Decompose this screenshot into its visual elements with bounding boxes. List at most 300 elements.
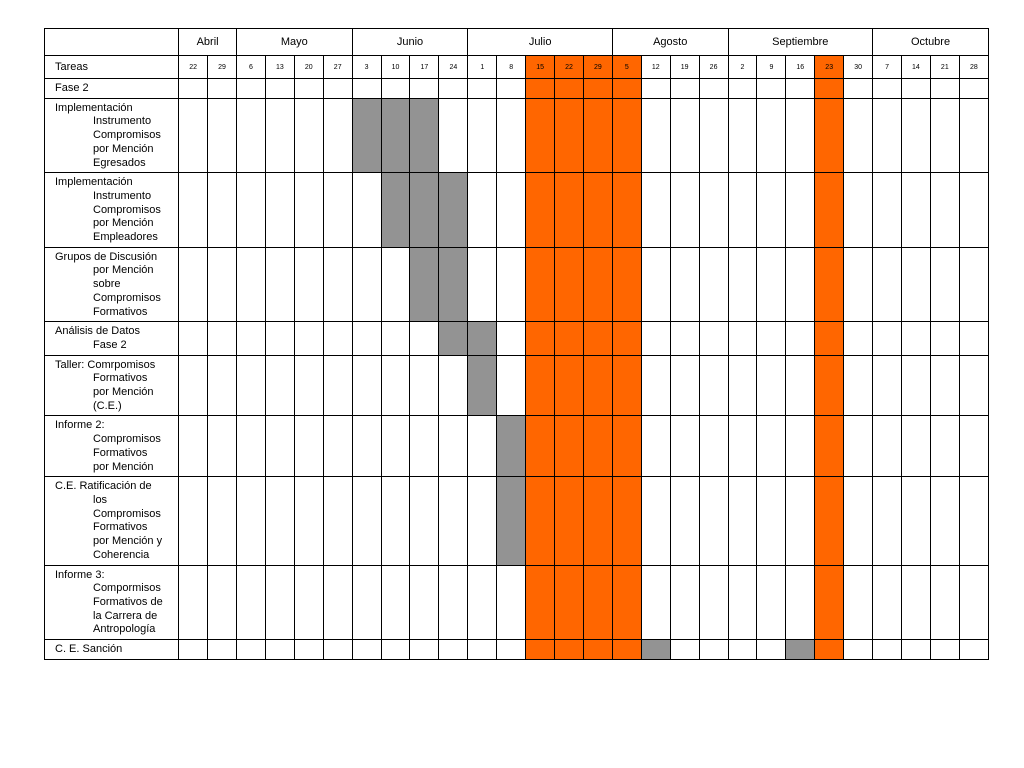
week-cell bbox=[265, 98, 294, 173]
week-cell bbox=[323, 416, 352, 477]
week-cell bbox=[641, 98, 670, 173]
task-label-line: por Mención bbox=[93, 264, 154, 277]
highlight-week-cell bbox=[612, 173, 641, 248]
highlight-week-cell bbox=[526, 640, 555, 660]
week-cell bbox=[323, 477, 352, 565]
week-header: 9 bbox=[757, 56, 786, 79]
week-cell bbox=[959, 640, 988, 660]
highlight-week-cell bbox=[815, 322, 844, 355]
highlight-week-cell bbox=[555, 173, 584, 248]
highlight-week-cell bbox=[583, 79, 612, 99]
week-cell bbox=[468, 79, 497, 99]
task-label-line: la Carrera de bbox=[93, 609, 158, 622]
week-cell bbox=[294, 640, 323, 660]
week-cell bbox=[294, 355, 323, 416]
week-cell bbox=[901, 477, 930, 565]
task-label-line: Fase 2 bbox=[93, 338, 127, 351]
week-cell bbox=[294, 98, 323, 173]
week-cell bbox=[901, 173, 930, 248]
week-cell bbox=[265, 355, 294, 416]
task-bar-cell bbox=[410, 173, 439, 248]
week-header: 3 bbox=[352, 56, 381, 79]
week-header: 26 bbox=[699, 56, 728, 79]
highlight-week-cell bbox=[583, 247, 612, 322]
task-label-line: por Mención bbox=[93, 217, 154, 230]
week-cell bbox=[381, 416, 410, 477]
month-header: Abril bbox=[179, 29, 237, 56]
week-cell bbox=[728, 416, 757, 477]
week-cell bbox=[786, 416, 815, 477]
week-cell bbox=[468, 565, 497, 640]
highlight-week-cell bbox=[526, 322, 555, 355]
highlight-week-cell bbox=[555, 98, 584, 173]
task-label-line: por Mención y bbox=[93, 535, 163, 548]
highlight-week-cell bbox=[612, 416, 641, 477]
week-cell bbox=[410, 416, 439, 477]
task-label-line: por Mención bbox=[93, 460, 154, 473]
task-label bbox=[45, 247, 179, 322]
task-label-line: Formativos bbox=[93, 521, 148, 534]
week-cell bbox=[381, 477, 410, 565]
task-label-line: C.E. Ratificación de bbox=[55, 480, 152, 493]
week-cell bbox=[294, 416, 323, 477]
week-cell bbox=[844, 173, 873, 248]
week-cell bbox=[468, 98, 497, 173]
task-bar-cell bbox=[410, 247, 439, 322]
highlight-week-cell bbox=[526, 355, 555, 416]
task-bar-cell bbox=[439, 247, 468, 322]
week-cell bbox=[410, 355, 439, 416]
week-cell bbox=[208, 565, 237, 640]
week-cell bbox=[265, 565, 294, 640]
week-cell bbox=[179, 355, 208, 416]
task-label-line: Informe 2: bbox=[55, 419, 105, 432]
week-cell bbox=[265, 79, 294, 99]
task-bar-cell bbox=[439, 322, 468, 355]
week-header: 21 bbox=[930, 56, 959, 79]
highlight-week-cell bbox=[583, 640, 612, 660]
week-cell bbox=[757, 477, 786, 565]
task-row bbox=[45, 640, 989, 660]
highlight-week-cell bbox=[612, 98, 641, 173]
tasks-column-header: Tareas bbox=[45, 56, 179, 79]
week-cell bbox=[930, 322, 959, 355]
week-header: 24 bbox=[439, 56, 468, 79]
week-cell bbox=[959, 173, 988, 248]
week-cell bbox=[381, 355, 410, 416]
week-header: 13 bbox=[265, 56, 294, 79]
week-header: 23 bbox=[815, 56, 844, 79]
week-cell bbox=[641, 173, 670, 248]
task-label-line: por Mención bbox=[93, 142, 154, 155]
week-cell bbox=[237, 98, 266, 173]
highlight-week-cell bbox=[526, 79, 555, 99]
week-cell bbox=[208, 247, 237, 322]
task-row bbox=[45, 79, 989, 99]
week-cell bbox=[670, 79, 699, 99]
week-cell bbox=[786, 79, 815, 99]
highlight-week-cell bbox=[526, 477, 555, 565]
week-cell bbox=[323, 565, 352, 640]
week-cell bbox=[844, 565, 873, 640]
week-cell bbox=[670, 565, 699, 640]
week-cell bbox=[670, 247, 699, 322]
highlight-week-cell bbox=[526, 247, 555, 322]
week-cell bbox=[670, 98, 699, 173]
task-row bbox=[45, 355, 989, 416]
gantt-header bbox=[45, 29, 989, 79]
task-label-line: por Mención bbox=[93, 386, 154, 399]
task-label-line: Formativos bbox=[93, 372, 148, 385]
highlight-week-cell bbox=[612, 79, 641, 99]
month-header: Julio bbox=[468, 29, 613, 56]
task-bar-cell bbox=[352, 98, 381, 173]
week-cell bbox=[381, 79, 410, 99]
task-label-line: Fase 2 bbox=[55, 82, 89, 94]
week-cell bbox=[323, 640, 352, 660]
task-row bbox=[45, 247, 989, 322]
week-cell bbox=[757, 98, 786, 173]
week-cell bbox=[497, 565, 526, 640]
highlight-week-cell bbox=[583, 477, 612, 565]
week-cell bbox=[728, 477, 757, 565]
highlight-week-cell bbox=[583, 98, 612, 173]
task-row bbox=[45, 565, 989, 640]
week-cell bbox=[844, 98, 873, 173]
week-cell bbox=[641, 565, 670, 640]
task-label-line: Compormisos bbox=[93, 582, 161, 595]
week-header: 30 bbox=[844, 56, 873, 79]
week-header: 27 bbox=[323, 56, 352, 79]
task-label-line: Implementación bbox=[55, 176, 133, 189]
week-cell bbox=[265, 640, 294, 660]
week-cell bbox=[930, 416, 959, 477]
week-cell bbox=[439, 98, 468, 173]
week-cell bbox=[641, 477, 670, 565]
highlight-week-cell bbox=[815, 355, 844, 416]
highlight-week-cell bbox=[583, 416, 612, 477]
week-cell bbox=[786, 173, 815, 248]
week-cell bbox=[641, 322, 670, 355]
task-label-line: Compromisos bbox=[93, 507, 161, 520]
task-label-line: C. E. Sanción bbox=[55, 643, 123, 656]
week-header: 28 bbox=[959, 56, 988, 79]
highlight-week-cell bbox=[555, 477, 584, 565]
highlight-week-cell bbox=[583, 355, 612, 416]
week-header: 1 bbox=[468, 56, 497, 79]
week-cell bbox=[901, 355, 930, 416]
month-row bbox=[45, 29, 989, 56]
week-cell bbox=[699, 247, 728, 322]
week-cell bbox=[497, 355, 526, 416]
week-cell bbox=[844, 416, 873, 477]
task-label-line: Análisis de Datos bbox=[55, 325, 140, 338]
week-cell bbox=[670, 173, 699, 248]
week-cell bbox=[265, 173, 294, 248]
week-header: 17 bbox=[410, 56, 439, 79]
week-cell bbox=[670, 322, 699, 355]
week-cell bbox=[179, 640, 208, 660]
week-cell bbox=[410, 640, 439, 660]
task-label-line: Informe 3: bbox=[55, 568, 105, 581]
task-label bbox=[45, 98, 179, 173]
week-cell bbox=[930, 79, 959, 99]
week-cell bbox=[410, 477, 439, 565]
task-label-line: Compromisos bbox=[93, 203, 161, 216]
week-cell bbox=[237, 477, 266, 565]
week-cell bbox=[208, 79, 237, 99]
week-cell bbox=[757, 247, 786, 322]
week-cell bbox=[728, 173, 757, 248]
week-cell bbox=[439, 640, 468, 660]
highlight-week-cell bbox=[583, 173, 612, 248]
task-bar-cell bbox=[381, 173, 410, 248]
week-cell bbox=[352, 565, 381, 640]
week-cell bbox=[641, 416, 670, 477]
week-cell bbox=[728, 98, 757, 173]
week-cell bbox=[873, 640, 902, 660]
week-cell bbox=[410, 322, 439, 355]
week-cell bbox=[237, 173, 266, 248]
week-cell bbox=[728, 247, 757, 322]
week-cell bbox=[381, 640, 410, 660]
week-cell bbox=[323, 79, 352, 99]
week-cell bbox=[844, 247, 873, 322]
task-row bbox=[45, 477, 989, 565]
week-cell bbox=[959, 322, 988, 355]
task-label-line: Instrumento bbox=[93, 115, 152, 128]
highlight-week-cell bbox=[583, 565, 612, 640]
week-cell bbox=[757, 79, 786, 99]
week-cell bbox=[930, 477, 959, 565]
task-label-line: Antropología bbox=[93, 623, 156, 636]
week-cell bbox=[265, 416, 294, 477]
task-label-line: los bbox=[93, 493, 108, 506]
week-cell bbox=[728, 355, 757, 416]
week-header: 10 bbox=[381, 56, 410, 79]
week-header: 29 bbox=[208, 56, 237, 79]
highlight-week-cell bbox=[555, 416, 584, 477]
task-rows bbox=[45, 79, 989, 660]
week-cell bbox=[439, 355, 468, 416]
week-cell bbox=[294, 565, 323, 640]
week-cell bbox=[179, 565, 208, 640]
task-bar-cell bbox=[468, 355, 497, 416]
week-cell bbox=[728, 640, 757, 660]
week-cell bbox=[844, 322, 873, 355]
highlight-week-cell bbox=[526, 565, 555, 640]
task-row bbox=[45, 98, 989, 173]
highlight-week-cell bbox=[526, 98, 555, 173]
week-cell bbox=[265, 322, 294, 355]
highlight-week-cell bbox=[815, 247, 844, 322]
week-cell bbox=[439, 79, 468, 99]
week-cell bbox=[930, 98, 959, 173]
week-cell bbox=[323, 355, 352, 416]
week-cell bbox=[930, 640, 959, 660]
highlight-week-cell bbox=[815, 565, 844, 640]
task-label bbox=[45, 565, 179, 640]
task-bar-cell bbox=[410, 98, 439, 173]
week-cell bbox=[641, 247, 670, 322]
week-cell bbox=[901, 416, 930, 477]
task-label-line: (C.E.) bbox=[93, 399, 122, 412]
week-cell bbox=[757, 173, 786, 248]
week-cell bbox=[208, 416, 237, 477]
week-cell bbox=[179, 173, 208, 248]
task-label-line: Formativos bbox=[93, 305, 148, 318]
task-label-line: Formativos bbox=[93, 446, 148, 459]
task-row bbox=[45, 322, 989, 355]
week-cell bbox=[959, 98, 988, 173]
task-bar-cell bbox=[641, 640, 670, 660]
month-header: Octubre bbox=[873, 29, 989, 56]
week-cell bbox=[699, 640, 728, 660]
week-cell bbox=[959, 477, 988, 565]
week-cell bbox=[641, 79, 670, 99]
week-cell bbox=[497, 247, 526, 322]
week-cell bbox=[641, 355, 670, 416]
week-cell bbox=[323, 247, 352, 322]
highlight-week-cell bbox=[555, 640, 584, 660]
week-cell bbox=[930, 173, 959, 248]
task-bar-cell bbox=[497, 477, 526, 565]
week-cell bbox=[930, 355, 959, 416]
task-bar-cell bbox=[381, 98, 410, 173]
week-cell bbox=[439, 565, 468, 640]
week-cell bbox=[352, 173, 381, 248]
highlight-week-cell bbox=[526, 416, 555, 477]
highlight-week-cell bbox=[583, 322, 612, 355]
week-cell bbox=[873, 565, 902, 640]
week-cell bbox=[323, 322, 352, 355]
week-cell bbox=[352, 355, 381, 416]
week-cell bbox=[901, 98, 930, 173]
week-cell bbox=[265, 477, 294, 565]
highlight-week-cell bbox=[612, 477, 641, 565]
week-cell bbox=[352, 79, 381, 99]
week-cell bbox=[323, 98, 352, 173]
week-header: 19 bbox=[670, 56, 699, 79]
task-label-line: Empleadores bbox=[93, 231, 158, 244]
week-header: 29 bbox=[583, 56, 612, 79]
highlight-week-cell bbox=[555, 79, 584, 99]
week-cell bbox=[757, 355, 786, 416]
header-blank-cell bbox=[45, 29, 179, 56]
week-cell bbox=[352, 322, 381, 355]
week-header: 16 bbox=[786, 56, 815, 79]
week-cell bbox=[439, 477, 468, 565]
week-cell bbox=[699, 416, 728, 477]
highlight-week-cell bbox=[815, 79, 844, 99]
week-cell bbox=[959, 247, 988, 322]
week-cell bbox=[786, 477, 815, 565]
task-label-line: Compromisos bbox=[93, 433, 161, 446]
week-cell bbox=[699, 79, 728, 99]
task-label bbox=[45, 322, 179, 355]
task-label bbox=[45, 355, 179, 416]
week-header: 7 bbox=[873, 56, 902, 79]
week-cell bbox=[179, 98, 208, 173]
week-cell bbox=[844, 355, 873, 416]
week-header: 5 bbox=[612, 56, 641, 79]
task-label-line: Compromisos bbox=[93, 129, 161, 142]
week-cell bbox=[179, 322, 208, 355]
week-cell bbox=[873, 322, 902, 355]
week-cell bbox=[873, 416, 902, 477]
week-cell bbox=[468, 640, 497, 660]
week-cell bbox=[439, 416, 468, 477]
highlight-week-cell bbox=[555, 355, 584, 416]
highlight-week-cell bbox=[612, 565, 641, 640]
week-cell bbox=[352, 416, 381, 477]
task-row bbox=[45, 416, 989, 477]
task-label-line: Grupos de Discusión bbox=[55, 250, 158, 263]
week-cell bbox=[179, 416, 208, 477]
week-cell bbox=[873, 98, 902, 173]
highlight-week-cell bbox=[815, 640, 844, 660]
week-cell bbox=[670, 416, 699, 477]
task-label-line: Compromisos bbox=[93, 291, 161, 304]
task-bar-cell bbox=[439, 173, 468, 248]
week-header: 15 bbox=[526, 56, 555, 79]
week-cell bbox=[352, 247, 381, 322]
task-label bbox=[45, 416, 179, 477]
week-cell bbox=[670, 355, 699, 416]
week-cell bbox=[873, 173, 902, 248]
week-cell bbox=[699, 322, 728, 355]
week-header: 14 bbox=[901, 56, 930, 79]
week-cell bbox=[497, 640, 526, 660]
task-label bbox=[45, 79, 179, 99]
week-cell bbox=[323, 173, 352, 248]
month-header: Junio bbox=[352, 29, 468, 56]
week-header: 22 bbox=[179, 56, 208, 79]
week-header: 12 bbox=[641, 56, 670, 79]
week-cell bbox=[208, 640, 237, 660]
week-cell bbox=[237, 247, 266, 322]
week-cell bbox=[901, 565, 930, 640]
week-cell bbox=[468, 173, 497, 248]
week-cell bbox=[757, 640, 786, 660]
week-cell bbox=[699, 565, 728, 640]
task-label-line: Formativos de bbox=[93, 595, 163, 608]
week-cell bbox=[873, 79, 902, 99]
task-bar-cell bbox=[468, 322, 497, 355]
highlight-week-cell bbox=[612, 640, 641, 660]
week-cell bbox=[901, 640, 930, 660]
week-cell bbox=[294, 322, 323, 355]
week-cell bbox=[294, 477, 323, 565]
highlight-week-cell bbox=[612, 322, 641, 355]
week-cell bbox=[699, 477, 728, 565]
week-cell bbox=[497, 79, 526, 99]
task-bar-cell bbox=[497, 416, 526, 477]
task-label-line: sobre bbox=[93, 278, 121, 291]
week-cell bbox=[901, 322, 930, 355]
week-cell bbox=[237, 79, 266, 99]
week-cell bbox=[844, 477, 873, 565]
week-cell bbox=[844, 640, 873, 660]
week-cell bbox=[237, 322, 266, 355]
week-cell bbox=[410, 565, 439, 640]
week-cell bbox=[901, 247, 930, 322]
task-label bbox=[45, 640, 179, 660]
week-cell bbox=[352, 477, 381, 565]
highlight-week-cell bbox=[815, 173, 844, 248]
week-cell bbox=[265, 247, 294, 322]
task-label-line: Coherencia bbox=[93, 548, 150, 561]
